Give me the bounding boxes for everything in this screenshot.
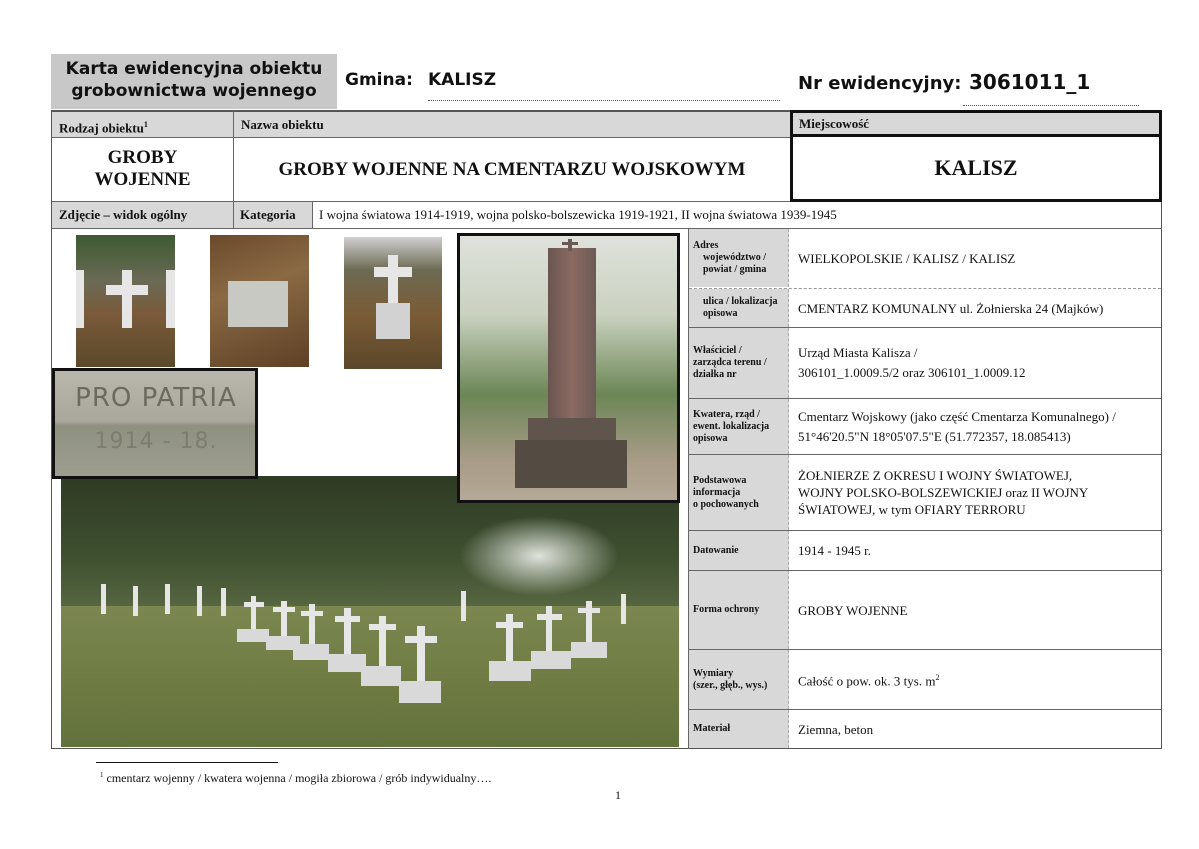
value-line: Urząd Miasta Kalisza /: [798, 345, 918, 360]
label-forma-ochrony: [689, 571, 789, 649]
value-line: Cmentarz Wojskowy (jako część Cmentarza Komunalnego) /: [798, 408, 1116, 424]
label-line: opisowa: [703, 308, 738, 319]
miejscowosc-box: [790, 110, 1162, 202]
rodzaj-obiektu-value-line2: WOJENNE: [94, 169, 191, 190]
cross-icon: [496, 622, 523, 628]
rodzaj-obiektu-value-line1: GROBY: [107, 147, 178, 168]
footnote-ref: 1: [143, 120, 148, 129]
inscription-line1: PRO PATRIA: [75, 383, 237, 413]
value-line: ŻOŁNIERZE Z OKRESU I WOJNY ŚWIATOWEJ,: [798, 468, 1073, 483]
value-line: WOJNY POLSKO-BOLSZEWICKIEJ oraz II WOJNY: [798, 485, 1089, 500]
label-kwatera: [689, 399, 789, 454]
pro-patria-inscription-photo: [52, 368, 258, 479]
cross-icon: [133, 586, 138, 616]
cross-icon: [122, 270, 132, 328]
label-datowanie: [689, 531, 789, 570]
value-wlasciciel: [790, 328, 1161, 398]
miejscowosc-value: KALISZ: [934, 155, 1018, 180]
inscription-line2: 1914 - 18.: [94, 429, 218, 454]
label-line: o pochowanych: [693, 498, 759, 510]
cross-icon: [417, 626, 425, 686]
plaque: [228, 281, 288, 327]
label-material: [689, 710, 789, 748]
kategoria-value: I wojna światowa 1914-1919, wojna polsko-bolszewicka 1919-1921, II wojna światowa 1939-1945: [319, 207, 837, 222]
nr-ewidencyjny-label: Nr ewidencyjny:: [798, 73, 962, 94]
value-material: [790, 710, 1161, 748]
grave-base: [489, 661, 531, 681]
value-line: ŚWIATOWEJ, w tym OFIARY TERRORU: [798, 502, 1026, 517]
sky-patch: [459, 516, 619, 596]
grave-cross-closeup-photo: [344, 237, 442, 369]
gmina-dotted-line: [428, 100, 780, 101]
label-line: Właściciel /: [693, 345, 742, 356]
value-line: Ziemna, beton: [798, 721, 874, 737]
cross-icon: [273, 607, 295, 612]
label-adres: [689, 229, 789, 287]
label-line: powiat / gmina: [703, 264, 767, 275]
value-line: CMENTARZ KOMUNALNY ul. Żołnierska 24 (Majków): [798, 300, 1104, 316]
label-line: Materiał: [693, 723, 731, 734]
monument-cross-icon: [562, 242, 578, 245]
grave-base: [328, 654, 366, 672]
label-wymiary: [689, 650, 789, 709]
label-line: Adres: [693, 240, 719, 251]
label-line: informacja: [693, 486, 741, 498]
cross-icon: [221, 588, 226, 616]
value-line: 1914 - 1945 r.: [798, 543, 871, 558]
value-kwatera: [790, 399, 1161, 454]
label-line: zarządca terenu /: [693, 357, 767, 368]
footnote-text: cmentarz wojenny / kwatera wojenna / mogiła zbiorowa / grób indywidualny….: [106, 771, 492, 785]
grave-base: [399, 681, 441, 703]
cross-icon: [537, 614, 562, 620]
label-line: Wymiary: [693, 667, 734, 679]
footnote-number: 1: [100, 771, 104, 779]
nazwa-obiektu-header: Nazwa obiektu: [234, 112, 790, 137]
label-line: Forma ochrony: [693, 604, 760, 615]
plaque: [376, 303, 410, 339]
label-line: ewent. lokalizacja: [693, 420, 770, 432]
label-pochowani: [689, 455, 789, 530]
cross-icon: [461, 591, 466, 621]
grave-base: [266, 636, 300, 650]
label-line: Podstawowa: [693, 474, 747, 486]
footnote: [100, 771, 491, 786]
rodzaj-obiektu-value: [52, 138, 233, 201]
value-text: Całość o pow. ok. 3 tys. m: [798, 673, 936, 689]
cross-icon: [388, 255, 398, 305]
zdjecie-header: Zdjęcie – widok ogólny: [52, 202, 233, 228]
footnote-separator: [96, 762, 278, 763]
cross-icon: [301, 611, 323, 616]
label-line: ulica / lokalizacja: [703, 296, 778, 307]
label-line: opisowa: [693, 432, 728, 444]
cross-icon: [244, 602, 264, 607]
cross-icon: [369, 624, 396, 630]
label-line: działka nr: [693, 369, 737, 380]
value-pochowani: [790, 455, 1161, 530]
rodzaj-obiektu-header: [52, 112, 233, 137]
cross-icon: [165, 584, 170, 614]
value-wymiary: [790, 650, 1161, 709]
monument-photo: [457, 233, 680, 503]
value-adres: [790, 229, 1161, 287]
label-line: (szer., głęb., wys.): [693, 679, 768, 691]
cross-icon: [106, 285, 148, 295]
value-line: 306101_1.0009.5/2 oraz 306101_1.0009.12: [798, 365, 1026, 380]
card-title-line1: Karta ewidencyjna obiektu: [65, 59, 323, 79]
card-title: [51, 54, 337, 109]
cross-icon: [197, 586, 202, 616]
value-line: GROBY WOJENNE: [798, 602, 908, 618]
cross-icon: [374, 267, 412, 277]
cross-icon: [621, 594, 626, 624]
grave-base: [237, 629, 269, 642]
value-forma-ochrony: [790, 571, 1161, 649]
cross-icon: [405, 636, 437, 643]
monument-column: [548, 248, 596, 423]
grave-cross-photo: [76, 235, 175, 367]
grave-base: [571, 642, 607, 658]
kategoria-header: Kategoria: [234, 202, 312, 228]
nr-dotted-line: [963, 105, 1139, 106]
nazwa-obiektu-value: GROBY WOJENNE NA CMENTARZU WOJSKOWYM: [278, 159, 746, 180]
label-ulica: [689, 289, 789, 327]
cross-icon: [101, 584, 106, 614]
cross-icon: [578, 608, 600, 613]
monument-base: [515, 440, 627, 488]
value-ulica: [790, 289, 1161, 327]
cemetery-overview-photo: [61, 476, 679, 747]
page-number: 1: [615, 788, 621, 802]
value-datowanie: [790, 531, 1161, 570]
gmina-label: Gmina:: [345, 70, 413, 90]
label-line: Kwatera, rząd /: [693, 408, 760, 420]
value-line: WIELKOPOLSKIE / KALISZ / KALISZ: [798, 250, 1016, 266]
value-line: 51°46'20.5"N 18°05'07.5"E (51.772357, 18.085413): [798, 428, 1071, 444]
rodzaj-obiektu-label: Rodzaj obiektu: [59, 120, 144, 136]
cross-icon: [76, 270, 84, 328]
monument-step: [528, 418, 616, 440]
grave-base: [531, 651, 571, 669]
label-line: Datowanie: [693, 544, 739, 556]
grave-base: [361, 666, 401, 686]
superscript: 2: [935, 673, 940, 683]
gmina-value: KALISZ: [428, 70, 497, 90]
label-line: województwo /: [703, 252, 767, 263]
card-title-line2: grobownictwa wojennego: [71, 81, 317, 101]
value-line: [798, 669, 1161, 689]
miejscowosc-header: Miejscowość: [793, 113, 1159, 137]
nr-ewidencyjny-value: 3061011_1: [969, 70, 1091, 94]
monument-cross-icon: [568, 239, 572, 251]
cross-icon: [166, 270, 175, 328]
grave-plaque-photo: [210, 235, 309, 367]
cross-icon: [335, 616, 360, 622]
label-wlasciciel: [689, 328, 789, 398]
